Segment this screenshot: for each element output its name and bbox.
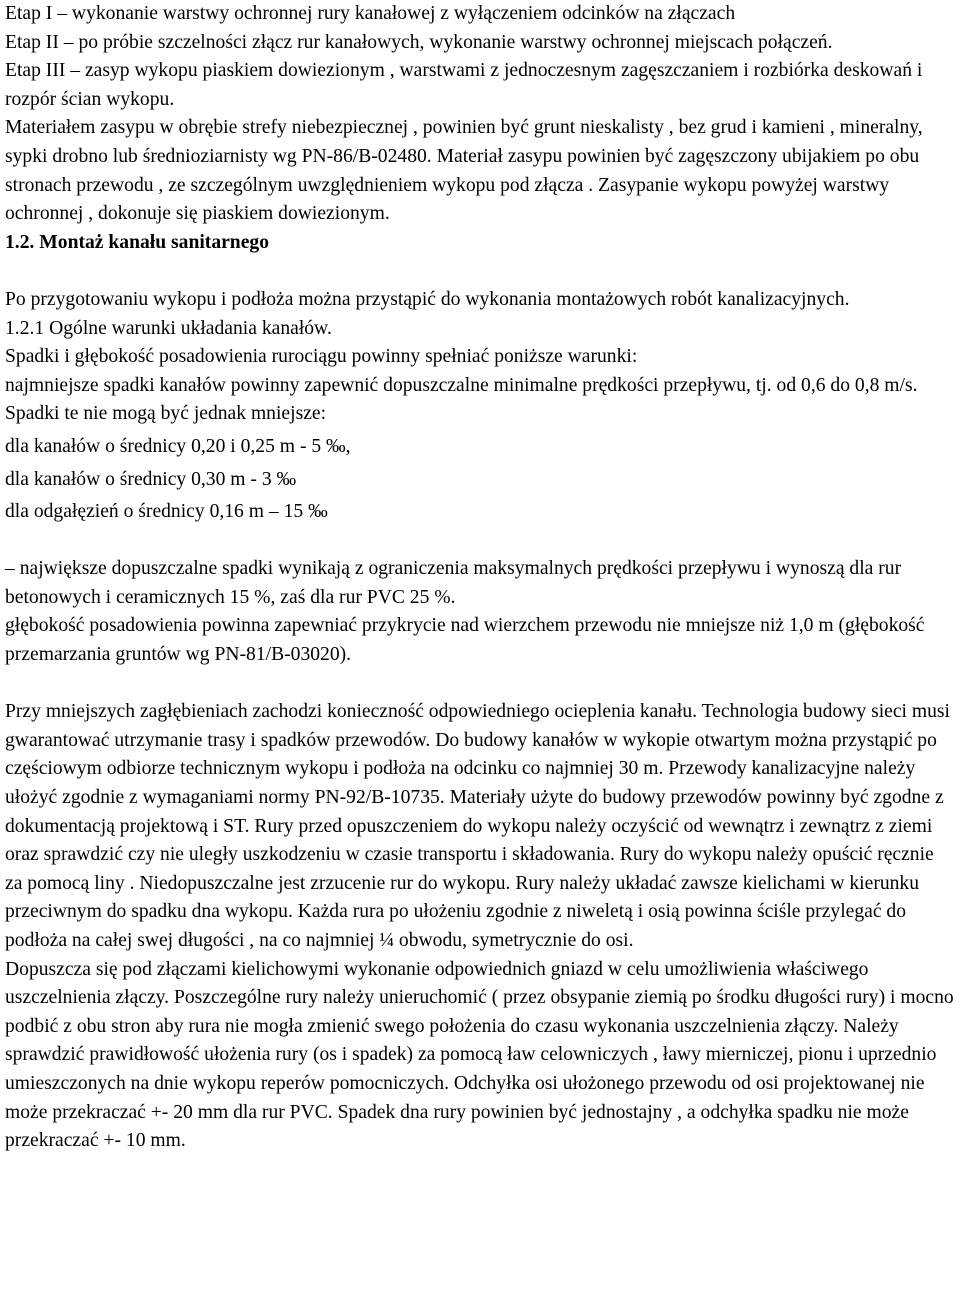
stage-3-text: Etap III – zasyp wykopu piaskiem dowiezionym , warstwami z jednoczesnym zagęszczaniem i rozbiórka deskowań i rozpór ścian wykopu. <box>5 60 923 110</box>
intro-paragraph: Po przygotowaniu wykopu i podłoża można przystąpić do wykonania montażowych robót kanalizacyjnych. <box>5 288 850 310</box>
joints-paragraph: Dopuszcza się pod złączami kielichowymi wykonanie odpowiednich gniazd w celu umożliwienia właściwego uszczelnienia złączy. Poszczególne rury należy unieruchomić ( przez obsypanie ziemią po środku długości rury) i mocno podbić z obu stron aby rura nie mogła zmienić swego położenia do czasu wykonania uszczelnienia złączy. Należy sprawdzić prawidłowość ułożenia rury (os i spadek) za pomocą ław celowniczych , ławy mierniczej, pionu i uprzednio umieszczonych na dnie wykopu reperów pomocniczych. Odchyłka osi ułożonego przewodu od osi projektowanej nie może przekraczać +- 20 mm dla rur PVC. Spadek dna rury powinien być jednostajny , a odchyłka spadku nie może przekraczać +- 10 mm. <box>5 958 954 1152</box>
slope-list-item: dla kanałów o średnicy 0,20 i 0,25 m - 5 ‰, <box>5 435 351 457</box>
section-number: 1.2. <box>5 231 35 253</box>
stage-2-text: Etap II – po próbie szczelności złącz rur kanałowych, wykonanie warstwy ochronnej miejscach połączeń. <box>5 31 833 53</box>
spacer <box>5 670 956 699</box>
spacer <box>5 257 956 286</box>
section-heading <box>5 229 956 258</box>
section-title: Montaż kanału sanitarnego <box>39 231 269 253</box>
slope-list-item: dla odgałęzień o średnicy 0,16 m – 15 ‰ <box>5 501 328 523</box>
backfill-material-paragraph: Materiałem zasypu w obrębie strefy niebezpiecznej , powinien być grunt nieskalisty , bez grud i kamieni , mineralny, sypki drobno lub średnioziarnisty wg PN-86/B-02480. Materiał zasypu powinien być zagęszczony ubijakiem po obu stronach przewodu , ze szczególnym uwzględnieniem wykopu pod złącza . Zasypanie wykopu powyżej warstwy ochronnej , dokonuje się piaskiem dowiezionym. <box>5 117 923 225</box>
stage-1-text: Etap I – wykonanie warstwy ochronnej rury kanałowej z wyłączeniem odcinków na złączach <box>5 3 736 24</box>
max-slopes-paragraph: – największe dopuszczalne spadki wynikają z ograniczenia maksymalnych prędkości przepływu i wynoszą dla rur betonowych i ceramicznych 15 %, zaś dla rur PVC 25 %. <box>5 558 902 608</box>
slopes-intro: Spadki i głębokość posadowienia rurociągu powinny spełniać poniższe warunki: <box>5 346 638 368</box>
construction-paragraph: Przy mniejszych zagłębieniach zachodzi konieczność odpowiedniego ocieplenia kanału. Technologia budowy sieci musi gwarantować utrzymanie trasy i spadków przewodów. Do budowy kanałów w wykopie otwartym można przystąpić po częściowym odbiorze technicznym wykopu i podłoża na odcinku co najmniej 30 m. Przewody kanalizacyjne należy ułożyć zgodnie z wymaganiami normy PN-92/B-10735. Materiały użyte do budowy przewodów powinny być zgodne z dokumentacją projektową i ST. Rury przed opuszczeniem do wykopu należy oczyścić od wewnątrz i zewnątrz z ziemi oraz sprawdzić czy nie uległy uszkodzeniu w czasie transportu i składowania. Rury do wykopu należy opuścić ręcznie za pomocą liny . Niedopuszczalne jest zrzucenie rur do wykopu. Rury należy układać zawsze kielichami w kierunku przeciwnym do spadku dna wykopu. Każda rura po ułożeniu zgodnie z niweletą i osią powinna ściśle przylegać do podłoża na całej swej długości , na co najmniej ¼ obwodu, symetrycznie do osi. <box>5 701 950 951</box>
spacer <box>5 527 956 556</box>
depth-paragraph: głębokość posadowienia powinna zapewniać przykrycie nad wierzchem przewodu nie mniejsze niż 1,0 m (głębokość przemarzania gruntów wg PN-81/B-03020). <box>5 615 925 666</box>
slope-list-item: dla kanałów o średnicy 0,30 m - 3 ‰ <box>5 468 297 490</box>
subsection-heading: 1.2.1 Ogólne warunki układania kanałów. <box>5 317 332 339</box>
minimum-slopes-paragraph: najmniejsze spadki kanałów powinny zapewnić dopuszczalne minimalne prędkości przepływu, tj. od 0,6 do 0,8 m/s. Spadki te nie mogą być jednak mniejsze: <box>5 374 918 425</box>
